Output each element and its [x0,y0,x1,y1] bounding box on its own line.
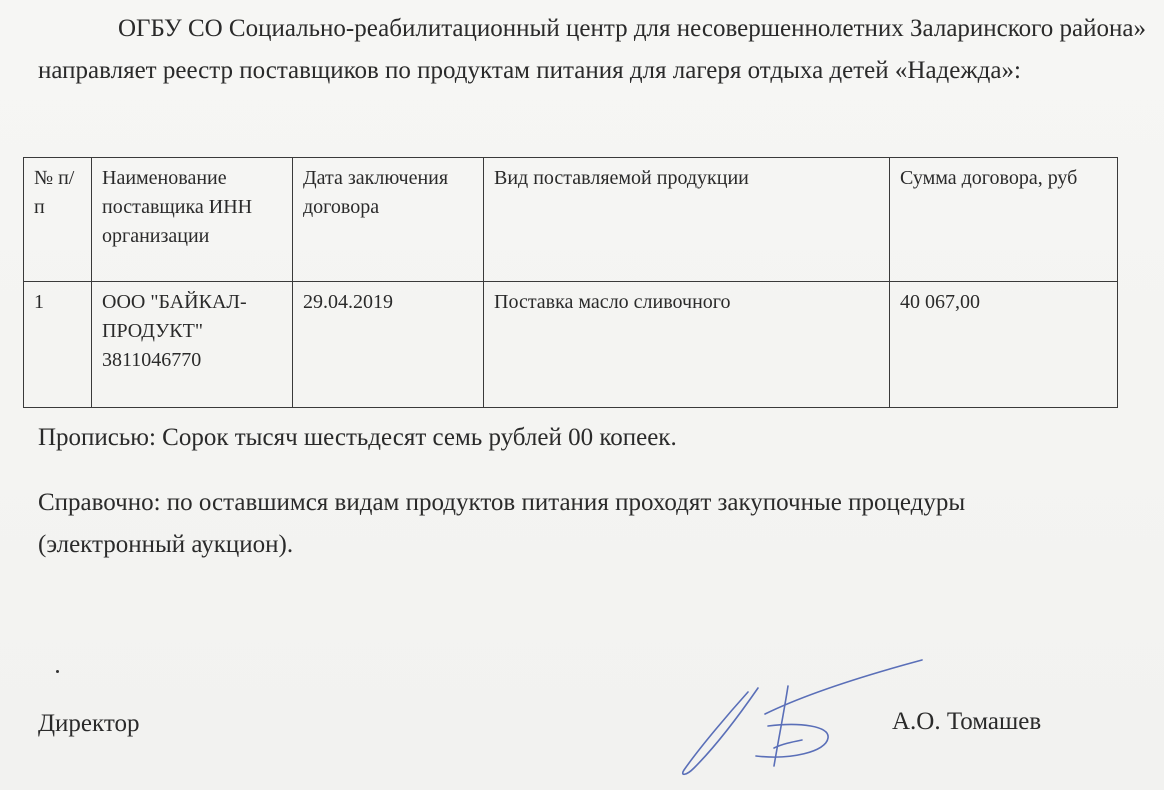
header-contract-amount: Сумма договора, руб [890,158,1118,282]
reference-note: Справочно: по оставшимся видам продуктов питания проходят закупочные процедуры (электронный аукцион). [38,489,966,558]
signer-position: Директор [38,710,140,737]
header-number: № п/п [24,158,92,282]
header-supplier: Наименование поставщика ИНН организации [92,158,293,282]
signer-name: А.О. Томашев [892,708,1042,735]
header-product-kind: Вид поставляемой продукции [484,158,890,282]
intro-paragraph: ОГБУ СО Социально-реабилитационный центр для несовершеннолетних Заларинского района» направляет реестр поставщиков по продуктам питания для лагеря отдыха детей «Надежда»: [38,15,1146,84]
cell-product-kind: Поставка масло сливочного [484,282,890,408]
cell-number: 1 [24,282,92,408]
ink-dot [56,670,59,673]
cell-contract-amount: 40 067,00 [890,282,1118,408]
table-row [24,282,1118,408]
cell-contract-date: 29.04.2019 [293,282,484,408]
header-contract-date: Дата заключения договора [293,158,484,282]
cell-supplier: ООО "БАЙКАЛ-ПРОДУКТ" 3811046770 [92,282,293,408]
table-header-row [24,158,1118,282]
supplier-registry-table [23,157,1118,408]
amount-in-words: Прописью: Сорок тысяч шестьдесят семь рублей 00 копеек. [38,424,677,451]
